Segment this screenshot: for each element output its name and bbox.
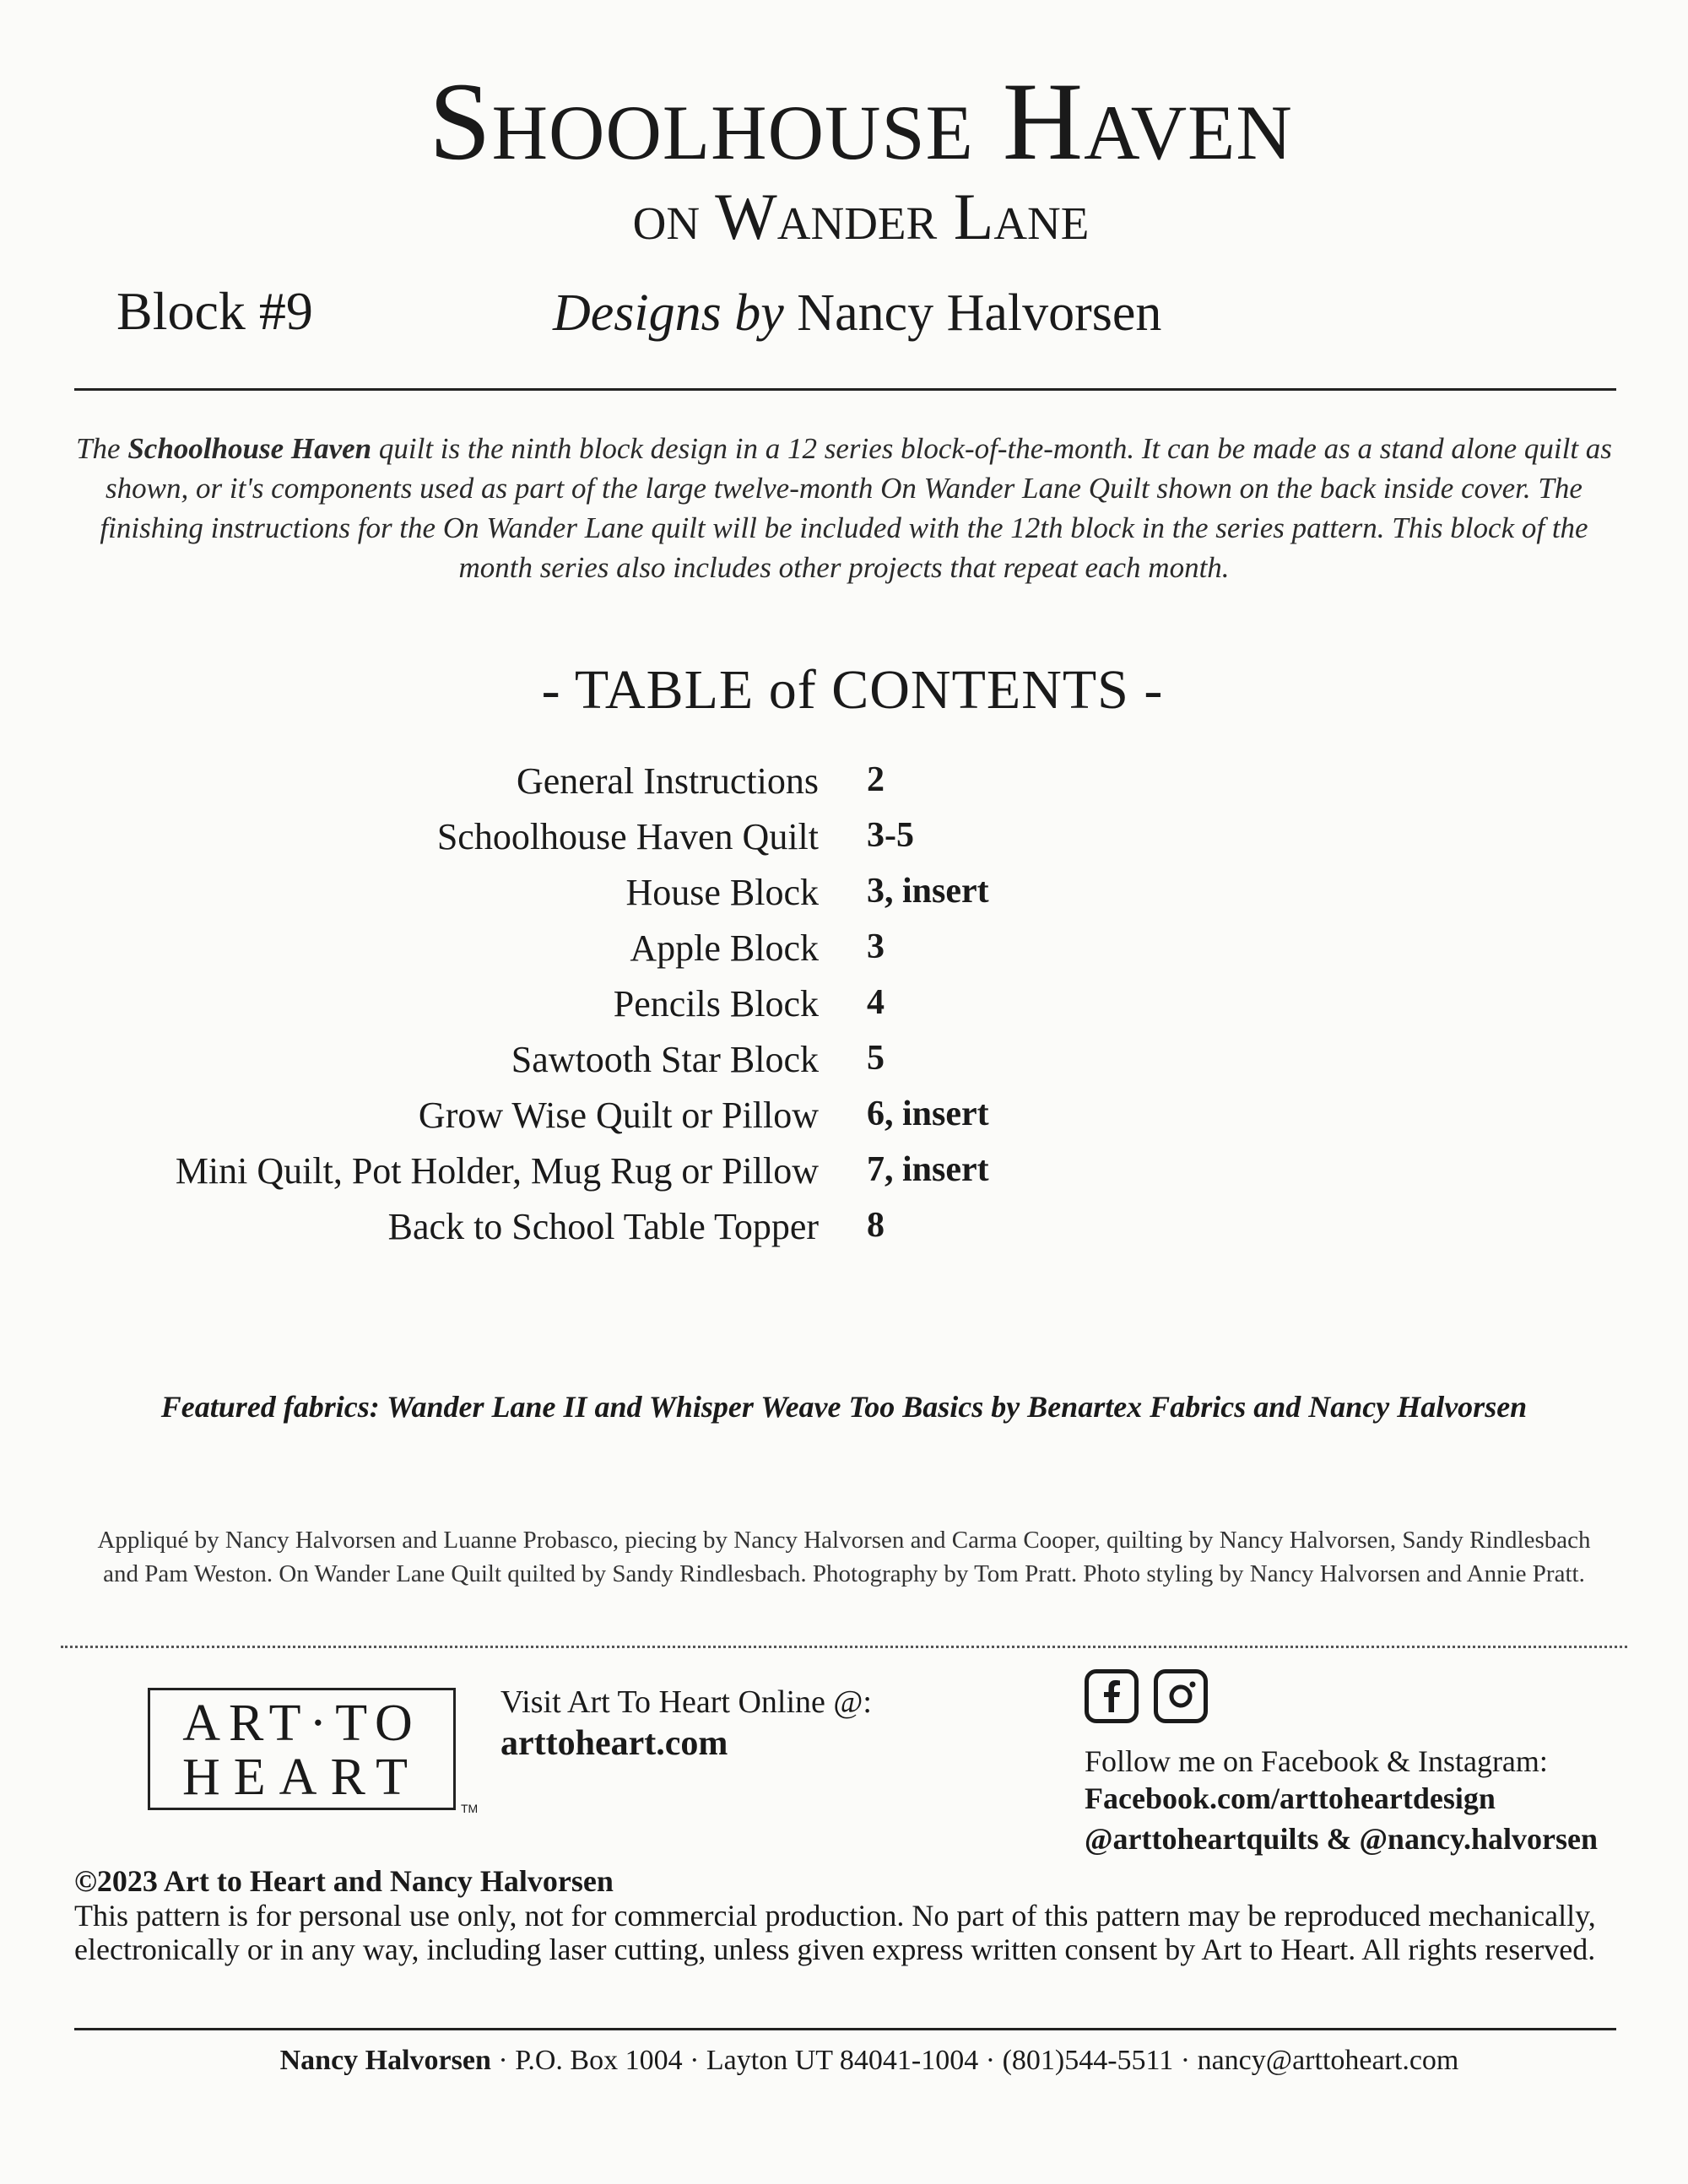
designer-credit xyxy=(553,284,1161,343)
toc-label: Back to School Table Topper xyxy=(387,1206,819,1247)
toc-label: Grow Wise Quilt or Pillow xyxy=(418,1095,819,1136)
facebook-link[interactable]: Facebook.com/arttoheartdesign xyxy=(1085,1781,1496,1815)
dotted-divider xyxy=(61,1646,1627,1648)
toc-label: Apple Block xyxy=(630,927,819,969)
intro-the: The xyxy=(76,432,121,465)
footer-contact xyxy=(0,2045,1688,2077)
social-icons xyxy=(1085,1669,1220,1723)
toc-row xyxy=(0,982,1688,1038)
toc-page: 5 xyxy=(867,1039,885,1078)
toc-row xyxy=(0,927,1688,982)
toc-page: 3, insert xyxy=(867,872,989,911)
toc-label: Sawtooth Star Block xyxy=(511,1039,819,1080)
instagram-icon[interactable] xyxy=(1154,1669,1208,1723)
toc-label: Schoolhouse Haven Quilt xyxy=(436,816,819,857)
toc-row xyxy=(0,815,1688,871)
follow-label: Follow me on Facebook & Instagram: xyxy=(1085,1744,1548,1778)
page-title: Shoolhouse Haven xyxy=(429,59,1293,183)
toc-page: 2 xyxy=(867,760,885,799)
toc-row xyxy=(0,1038,1688,1094)
page-subtitle: on Wander Lane xyxy=(632,180,1090,253)
website-link[interactable]: arttoheart.com xyxy=(500,1724,728,1763)
facebook-icon[interactable] xyxy=(1085,1669,1139,1723)
toc-row xyxy=(0,1149,1688,1205)
logo-line-1: ART·TO xyxy=(182,1695,421,1752)
toc-page: 6, insert xyxy=(867,1095,989,1133)
block-number: Block #9 xyxy=(116,281,313,341)
art-to-heart-logo xyxy=(148,1688,456,1810)
toc-label: House Block xyxy=(625,872,819,913)
legal-notice: This pattern is for personal use only, not for commercial production. No part of this pattern may be reproduced mechanically, electronically or in any way, including laser cutting, unless given express written consent by Art to Heart. All rights reserved. xyxy=(74,1899,1596,1966)
toc-row xyxy=(0,1094,1688,1149)
toc-label: General Instructions xyxy=(517,760,819,802)
logo-line-2: HEART xyxy=(182,1749,421,1806)
toc-label: Mini Quilt, Pot Holder, Mug Rug or Pillow xyxy=(175,1150,819,1192)
footer-name: Nancy Halvorsen xyxy=(279,2045,491,2076)
featured-fabrics: Featured fabrics: Wander Lane II and Whisper Weave Too Basics by Benartex Fabrics and Nancy Halvorsen xyxy=(160,1390,1528,1424)
intro-paragraph xyxy=(68,429,1620,587)
toc-title: - TABLE of CONTENTS - xyxy=(541,659,1164,721)
toc-page: 7, insert xyxy=(867,1150,989,1189)
header-divider xyxy=(74,388,1616,391)
toc-row xyxy=(0,760,1688,815)
toc-page: 3-5 xyxy=(867,816,914,855)
toc-page: 8 xyxy=(867,1206,885,1245)
designer-name: Nancy Halvorsen xyxy=(797,284,1162,342)
toc-label: Pencils Block xyxy=(613,983,819,1024)
designs-prefix: Designs by xyxy=(553,284,784,342)
toc-row xyxy=(0,1205,1688,1261)
footer-divider xyxy=(74,2028,1616,2030)
intro-quilt-name: Schoolhouse Haven xyxy=(127,432,372,465)
toc-row xyxy=(0,871,1688,927)
credits: Appliqué by Nancy Halvorsen and Luanne Probasco, piecing by Nancy Halvorsen and Carma Cooper, quilting by Nancy Halvorsen, Sandy Rindlesbach and Pam Weston. On Wander Lane Quilt quilted by Sandy Rindlesbach. Photography by Tom Pratt. Photo styling by Nancy Halvorsen and Annie Pratt. xyxy=(97,1527,1591,1587)
instagram-handles[interactable]: @arttoheartquilts & @nancy.halvorsen xyxy=(1085,1822,1598,1856)
visit-label: Visit Art To Heart Online @: xyxy=(500,1684,872,1720)
footer-details: · P.O. Box 1004 · Layton UT 84041-1004 · (801)544-5511 · nancy@arttoheart.com xyxy=(498,2045,1459,2076)
intro-text: quilt is the ninth block design in a 12 series block-of-the-month. It can be made as a stand alone quilt as shown, or it's components used as part of the large twelve-month On Wander Lane Quilt shown on the back inside cover. The finishing instructions for the On Wander Lane quilt will be included with the 12th block in the series pattern. This block of the month series also includes other projects that repeat each month. xyxy=(100,432,1612,584)
copyright: ©2023 Art to Heart and Nancy Halvorsen xyxy=(74,1864,614,1898)
trademark: TM xyxy=(461,1802,479,1815)
toc-page: 3 xyxy=(867,927,885,966)
toc-page: 4 xyxy=(867,983,885,1022)
